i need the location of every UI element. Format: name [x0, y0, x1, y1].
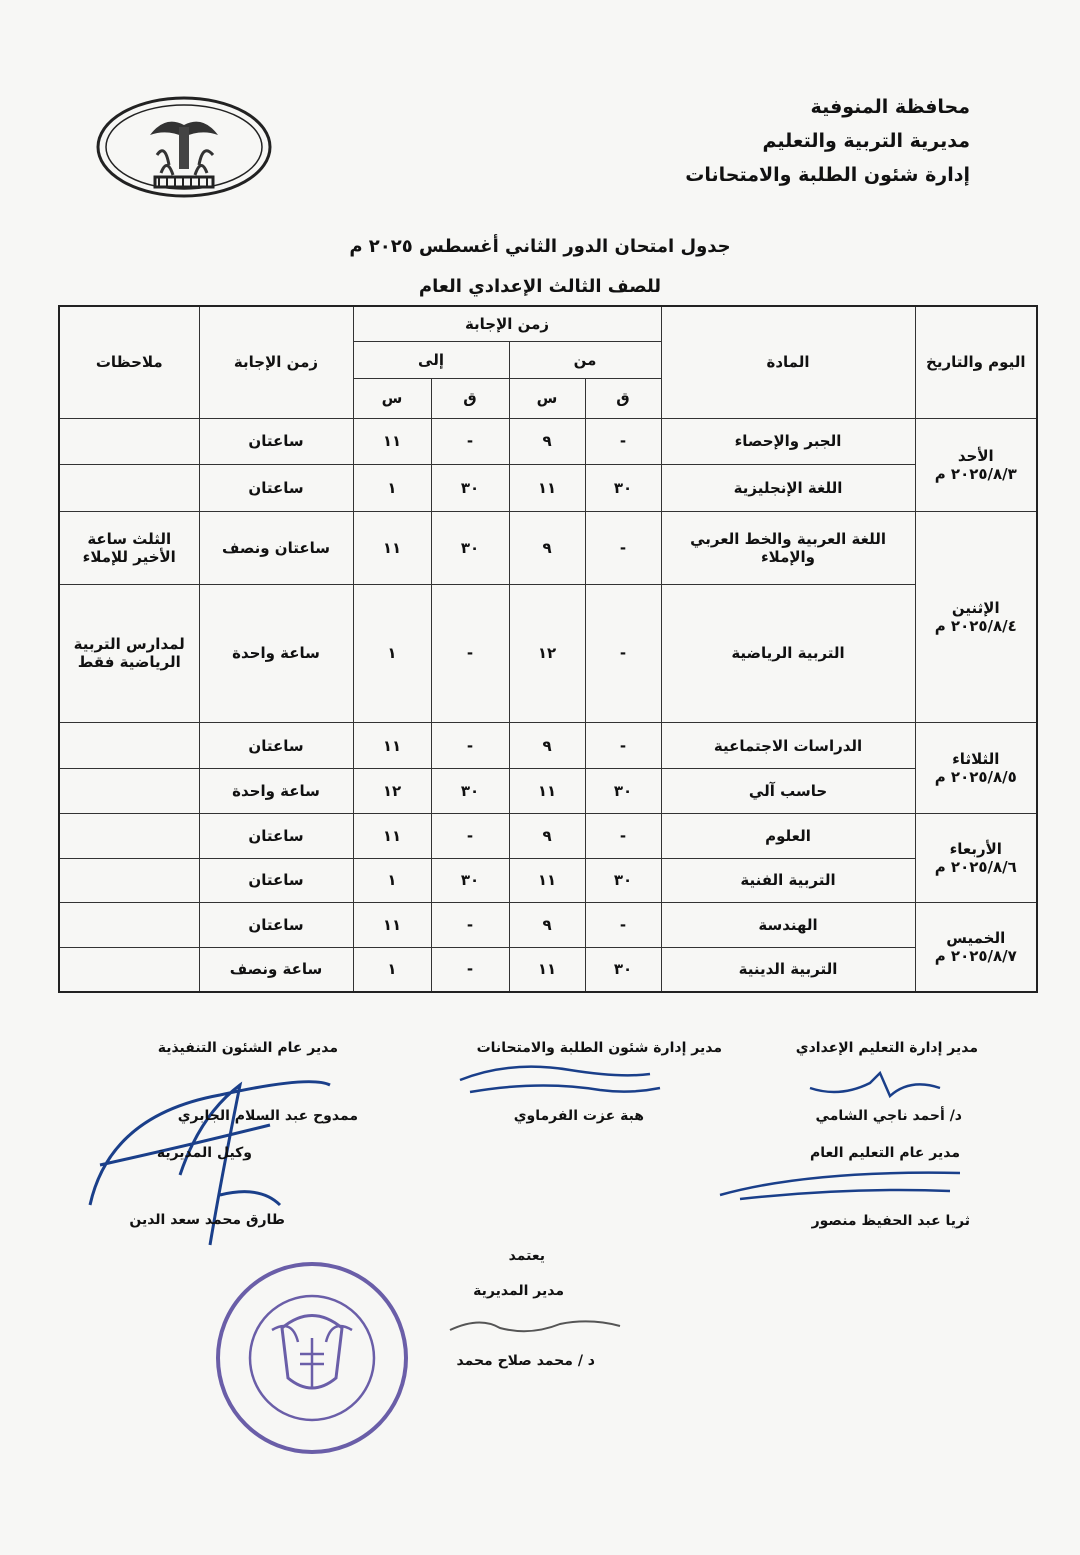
day-cell: الخميس ٢٠٢٥/٨/٧ م — [915, 903, 1037, 992]
to-hour-cell: ١١ — [353, 511, 431, 584]
signature-scribble-icon — [450, 1060, 670, 1105]
to-hour-cell: ١١ — [353, 722, 431, 769]
table-row — [59, 769, 1037, 814]
duration-cell: ساعتان ونصف — [199, 511, 353, 584]
from-hour-cell: ١١ — [509, 947, 585, 992]
subject-cell: التربية الرياضية — [661, 584, 915, 722]
day-cell: الأربعاء ٢٠٢٥/٨/٦ م — [915, 813, 1037, 902]
signature-middle-title: مدير إدارة شئون الطلبة والامتحانات — [476, 1040, 722, 1056]
duration-cell: ساعتان — [199, 858, 353, 903]
official-stamp-icon — [212, 1258, 412, 1458]
subject-cell: العلوم — [661, 813, 915, 858]
schedule-subtitle: للصف الثالث الإعدادي العام — [418, 276, 662, 297]
notes-cell: لمدارس التربية الرياضية فقط — [59, 584, 199, 722]
subject-cell: الدراسات الاجتماعية — [661, 722, 915, 769]
to-minute-cell: - — [431, 584, 509, 722]
from-minute-cell: ٣٠ — [585, 947, 661, 992]
from-minute-cell: - — [585, 584, 661, 722]
from-hour-cell: ١١ — [509, 769, 585, 814]
duration-cell: ساعتان — [199, 418, 353, 465]
signature-scribble-icon — [800, 1068, 950, 1103]
from-minute-cell: - — [585, 511, 661, 584]
signature-middle-name: هبة عزت الفرماوي — [513, 1108, 644, 1124]
table-row — [59, 813, 1037, 858]
duration-cell: ساعتان — [199, 722, 353, 769]
from-hour-cell: ١١ — [509, 858, 585, 903]
from-hour-cell: ٩ — [509, 722, 585, 769]
from-hour-cell: ٩ — [509, 511, 585, 584]
from-minute-cell: ٣٠ — [585, 769, 661, 814]
to-hour-cell: ١ — [353, 947, 431, 992]
governorate-name: محافظة المنوفية — [810, 96, 970, 118]
subject-cell: التربية الفنية — [661, 858, 915, 903]
header-to-minute: ق — [431, 378, 509, 418]
table-row — [59, 418, 1037, 465]
notes-cell — [59, 858, 199, 903]
to-minute-cell: - — [431, 947, 509, 992]
signature-right-name1: د/ أحمد ناجي الشامي — [815, 1108, 962, 1124]
to-hour-cell: ١ — [353, 858, 431, 903]
signature-right-name2: ثريا عبد الحفيظ منصور — [811, 1213, 970, 1229]
signature-left-name2: طارق محمد سعد الدين — [129, 1212, 285, 1228]
duration-cell: ساعتان — [199, 813, 353, 858]
day-cell: الثلاثاء ٢٠٢٥/٨/٥ م — [915, 722, 1037, 813]
header-from-minute: ق — [585, 378, 661, 418]
signature-scribble-icon — [710, 1165, 970, 1205]
header-day-date: اليوم والتاريخ — [915, 306, 1037, 418]
approval-name: د / محمد صلاح محمد — [456, 1353, 595, 1369]
table-row — [59, 584, 1037, 722]
from-minute-cell: - — [585, 418, 661, 465]
header-to-hour: س — [353, 378, 431, 418]
header-answer-time-group: زمن الإجابة — [353, 306, 661, 341]
subject-cell: التربية الدينية — [661, 947, 915, 992]
to-minute-cell: - — [431, 813, 509, 858]
notes-cell: الثلث ساعة الأخير للإملاء — [59, 511, 199, 584]
to-minute-cell: ٣٠ — [431, 511, 509, 584]
directorate-name: مديرية التربية والتعليم — [762, 130, 970, 152]
subject-cell: الهندسة — [661, 903, 915, 948]
to-minute-cell: - — [431, 903, 509, 948]
notes-cell — [59, 813, 199, 858]
signature-left-title2: وكيل المديرية — [156, 1145, 252, 1161]
approval-label: يعتمد — [508, 1248, 545, 1264]
duration-cell: ساعتان — [199, 465, 353, 512]
from-minute-cell: ٣٠ — [585, 858, 661, 903]
subject-cell: اللغة العربية والخط العربي والإملاء — [661, 511, 915, 584]
table-row — [59, 511, 1037, 584]
notes-cell — [59, 903, 199, 948]
signature-scribble-icon — [440, 1310, 630, 1340]
notes-cell — [59, 947, 199, 992]
table-row — [59, 903, 1037, 948]
duration-cell: ساعتان — [199, 903, 353, 948]
duration-cell: ساعة ونصف — [199, 947, 353, 992]
subject-cell: اللغة الإنجليزية — [661, 465, 915, 512]
to-hour-cell: ١ — [353, 584, 431, 722]
header-from: من — [509, 341, 661, 378]
to-minute-cell: - — [431, 418, 509, 465]
table-row — [59, 947, 1037, 992]
to-hour-cell: ١١ — [353, 813, 431, 858]
day-cell: الإثنين ٢٠٢٥/٨/٤ م — [915, 511, 1037, 722]
duration-cell: ساعة واحدة — [199, 584, 353, 722]
administration-name: إدارة شئون الطلبة والامتحانات — [685, 164, 970, 186]
notes-cell — [59, 465, 199, 512]
to-minute-cell: ٣٠ — [431, 465, 509, 512]
notes-cell — [59, 418, 199, 465]
from-minute-cell: ٣٠ — [585, 465, 661, 512]
from-minute-cell: - — [585, 903, 661, 948]
header-subject: المادة — [661, 306, 915, 418]
day-cell: الأحد ٢٠٢٥/٨/٣ م — [915, 418, 1037, 511]
notes-cell — [59, 769, 199, 814]
signature-right-title: مدير إدارة التعليم الإعدادي — [795, 1040, 978, 1056]
exam-schedule-table — [58, 305, 1038, 993]
from-hour-cell: ١٢ — [509, 584, 585, 722]
from-hour-cell: ٩ — [509, 903, 585, 948]
schedule-title: جدول امتحان الدور الثاني أغسطس ٢٠٢٥ م — [349, 236, 731, 257]
signature-right-title2: مدير عام التعليم العام — [810, 1145, 960, 1161]
approval-title: مدير المديرية — [473, 1283, 564, 1299]
table-row — [59, 858, 1037, 903]
header-from-hour: س — [509, 378, 585, 418]
signature-left-name1: ممدوح عبد السلام الجابري — [177, 1108, 358, 1124]
notes-cell — [59, 722, 199, 769]
to-hour-cell: ١١ — [353, 903, 431, 948]
to-minute-cell: ٣٠ — [431, 858, 509, 903]
document-header — [685, 90, 970, 192]
subject-cell: حاسب آلي — [661, 769, 915, 814]
duration-cell: ساعة واحدة — [199, 769, 353, 814]
to-hour-cell: ١٢ — [353, 769, 431, 814]
header-duration: زمن الإجابة — [199, 306, 353, 418]
table-row — [59, 465, 1037, 512]
from-hour-cell: ١١ — [509, 465, 585, 512]
table-row — [59, 722, 1037, 769]
to-minute-cell: - — [431, 722, 509, 769]
signature-left-title: مدير عام الشئون التنفيذية — [157, 1040, 338, 1056]
from-hour-cell: ٩ — [509, 418, 585, 465]
directorate-logo-icon — [95, 95, 273, 199]
from-minute-cell: - — [585, 722, 661, 769]
header-notes: ملاحظات — [59, 306, 199, 418]
from-minute-cell: - — [585, 813, 661, 858]
to-hour-cell: ١ — [353, 465, 431, 512]
to-hour-cell: ١١ — [353, 418, 431, 465]
from-hour-cell: ٩ — [509, 813, 585, 858]
to-minute-cell: ٣٠ — [431, 769, 509, 814]
header-to: إلى — [353, 341, 509, 378]
subject-cell: الجبر والإحصاء — [661, 418, 915, 465]
